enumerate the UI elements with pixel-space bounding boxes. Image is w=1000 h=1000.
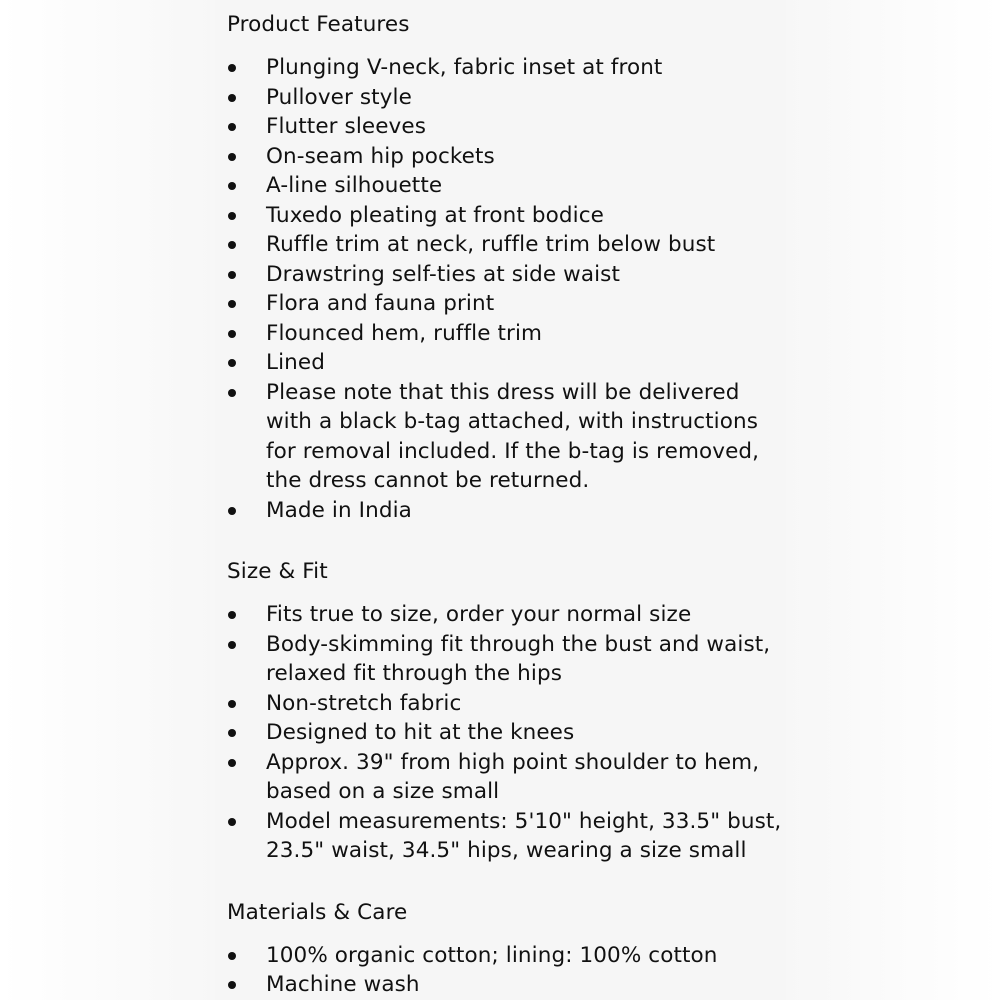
right-margin: [786, 0, 1000, 1000]
list-item: Machine wash: [227, 970, 782, 1000]
list-item: Body-skimming fit through the bust and waist, relaxed fit through the hips: [227, 630, 782, 689]
list-item: Pullover style: [227, 83, 782, 113]
product-details-content: [227, 10, 782, 1000]
list-item: Model measurements: 5'10" height, 33.5" bust, 23.5" waist, 34.5" hips, wearing a size small: [227, 807, 782, 866]
list-item: Drawstring self-ties at side waist: [227, 260, 782, 290]
bullet-list: [227, 53, 782, 525]
bullet-list: [227, 941, 782, 1000]
list-item: On-seam hip pockets: [227, 142, 782, 172]
list-item: Flora and fauna print: [227, 289, 782, 319]
list-item: Fits true to size, order your normal size: [227, 600, 782, 630]
section-heading: Materials & Care: [227, 899, 408, 925]
list-item: Please note that this dress will be delivered with a black b-tag attached, with instructions for removal included. If the b-tag is removed, the dress cannot be returned.: [227, 378, 782, 496]
list-item: Tuxedo pleating at front bodice: [227, 201, 782, 231]
materials-care-section: [227, 898, 782, 1000]
list-item: Non-stretch fabric: [227, 689, 782, 719]
bullet-list: [227, 600, 782, 866]
list-item: Designed to hit at the knees: [227, 718, 782, 748]
list-item: Ruffle trim at neck, ruffle trim below bust: [227, 230, 782, 260]
list-item: Approx. 39" from high point shoulder to hem, based on a size small: [227, 748, 782, 807]
size-fit-section: [227, 557, 782, 866]
left-margin: [0, 0, 215, 1000]
list-item: Flounced hem, ruffle trim: [227, 319, 782, 349]
list-item: Lined: [227, 348, 782, 378]
list-item: Flutter sleeves: [227, 112, 782, 142]
list-item: 100% organic cotton; lining: 100% cotton: [227, 941, 782, 971]
section-heading: Size & Fit: [227, 559, 328, 584]
product-details-panel: [215, 0, 786, 1000]
product-features-section: [227, 10, 782, 525]
section-heading: Product Features: [227, 12, 410, 37]
list-item: A-line silhouette: [227, 171, 782, 201]
list-item: Plunging V-neck, fabric inset at front: [227, 53, 782, 83]
list-item: Made in India: [227, 496, 782, 526]
